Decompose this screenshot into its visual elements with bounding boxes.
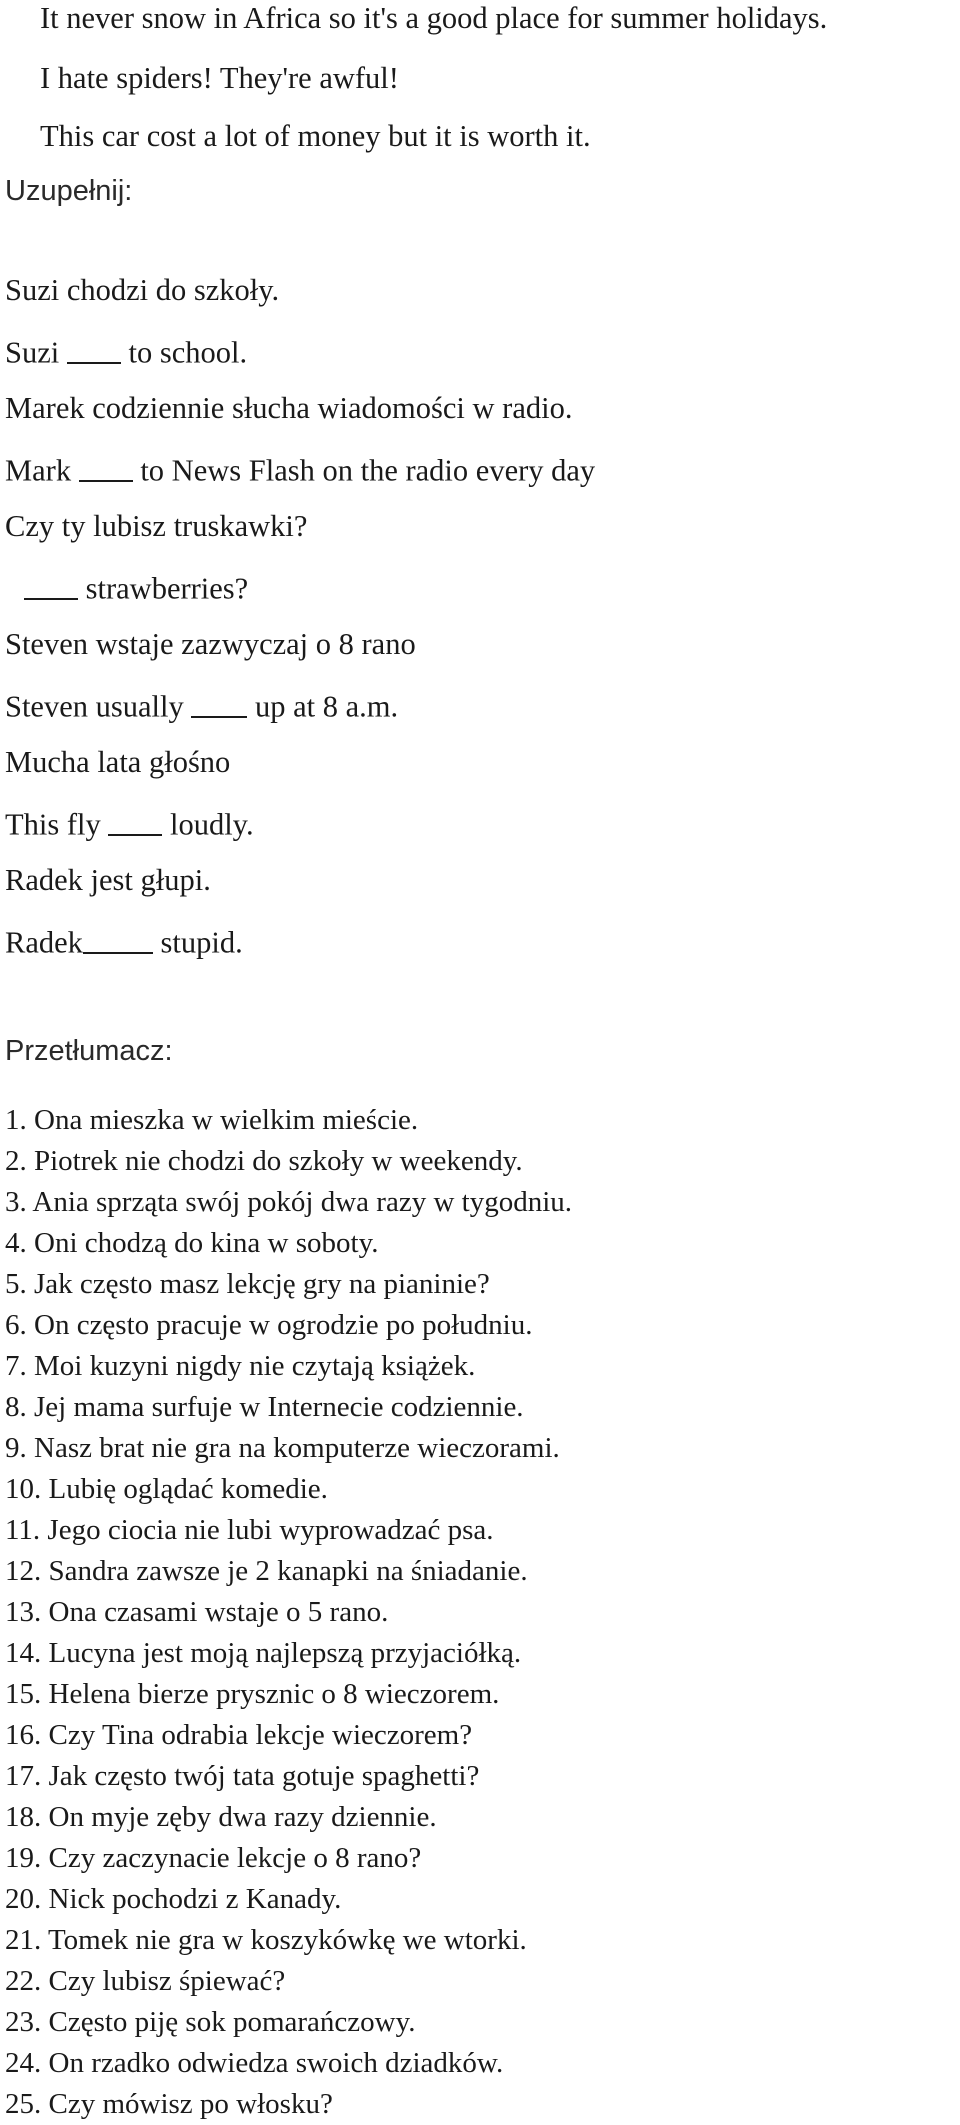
list-item: 22. Czy lubisz śpiewać? <box>5 1965 286 1997</box>
list-item: 15. Helena bierze prysznic o 8 wieczorem. <box>5 1678 500 1710</box>
fill-in-sentence: strawberries? <box>24 571 248 604</box>
answer-blank[interactable] <box>24 571 78 600</box>
top-sentence: This car cost a lot of money but it is worth it. <box>40 119 591 153</box>
polish-sentence: Marek codziennie słucha wiadomości w radio. <box>5 391 573 425</box>
list-item: 9. Nasz brat nie gra na komputerze wieczorami. <box>5 1432 560 1464</box>
polish-sentence: Steven wstaje zazwyczaj o 8 rano <box>5 627 416 661</box>
list-item: 2. Piotrek nie chodzi do szkoły w weekendy. <box>5 1145 523 1177</box>
answer-blank[interactable] <box>191 689 247 718</box>
list-item: 10. Lubię oglądać komedie. <box>5 1473 328 1505</box>
list-item: 20. Nick pochodzi z Kanady. <box>5 1883 342 1915</box>
fill-in-sentence: Mark to News Flash on the radio every day <box>5 453 596 488</box>
fill-in-sentence: Radek stupid. <box>5 925 243 960</box>
polish-sentence: Radek jest głupi. <box>5 863 211 897</box>
answer-blank[interactable] <box>67 335 121 364</box>
list-item: 5. Jak często masz lekcję gry na pianinie? <box>5 1268 490 1300</box>
top-sentence: It never snow in Africa so it's a good place for summer holidays. <box>40 1 828 35</box>
list-item: 7. Moi kuzyni nigdy nie czytają książek. <box>5 1350 476 1382</box>
fill-in-sentence: Suzi to school. <box>5 335 248 370</box>
list-item: 23. Często piję sok pomarańczowy. <box>5 2006 416 2038</box>
fill-in-sentence: Steven usually up at 8 a.m. <box>5 689 399 724</box>
translation-list <box>5 1100 572 2125</box>
list-item: 1. Ona mieszka w wielkim mieście. <box>5 1104 419 1136</box>
list-item: 19. Czy zaczynacie lekcje o 8 rano? <box>5 1842 422 1874</box>
fill-in-sentence: This fly loudly. <box>5 807 254 842</box>
list-item: 13. Ona czasami wstaje o 5 rano. <box>5 1596 389 1628</box>
list-item: 17. Jak często twój tata gotuje spaghetti? <box>5 1760 480 1792</box>
list-item: 18. On myje zęby dwa razy dziennie. <box>5 1801 437 1833</box>
list-item: 11. Jego ciocia nie lubi wyprowadzać psa. <box>5 1514 494 1546</box>
polish-sentence: Mucha lata głośno <box>5 745 231 779</box>
list-item: 3. Ania sprząta swój pokój dwa razy w tygodniu. <box>5 1186 573 1218</box>
answer-blank[interactable] <box>83 925 153 954</box>
list-item: 8. Jej mama surfuje w Internecie codziennie. <box>5 1391 524 1423</box>
answer-blank[interactable] <box>108 807 162 836</box>
list-item: 25. Czy mówisz po włosku? <box>5 2088 333 2120</box>
list-item: 4. Oni chodzą do kina w soboty. <box>5 1227 379 1259</box>
answer-blank[interactable] <box>79 453 133 482</box>
list-item: 24. On rzadko odwiedza swoich dziadków. <box>5 2047 504 2079</box>
list-item: 16. Czy Tina odrabia lekcje wieczorem? <box>5 1719 473 1751</box>
list-item: 14. Lucyna jest moją najlepszą przyjaciółką. <box>5 1637 522 1669</box>
list-item: 12. Sandra zawsze je 2 kanapki na śniadanie. <box>5 1555 528 1587</box>
top-sentence: I hate spiders! They're awful! <box>40 61 399 95</box>
polish-sentence: Suzi chodzi do szkoły. <box>5 273 280 307</box>
list-item: 21. Tomek nie gra w koszykówkę we wtorki. <box>5 1924 527 1956</box>
uzupelnij-heading: Uzupełnij: <box>5 175 133 207</box>
list-item: 6. On często pracuje w ogrodzie po południu. <box>5 1309 533 1341</box>
przetlumacz-heading: Przetłumacz: <box>5 1035 173 1067</box>
polish-sentence: Czy ty lubisz truskawki? <box>5 509 308 543</box>
